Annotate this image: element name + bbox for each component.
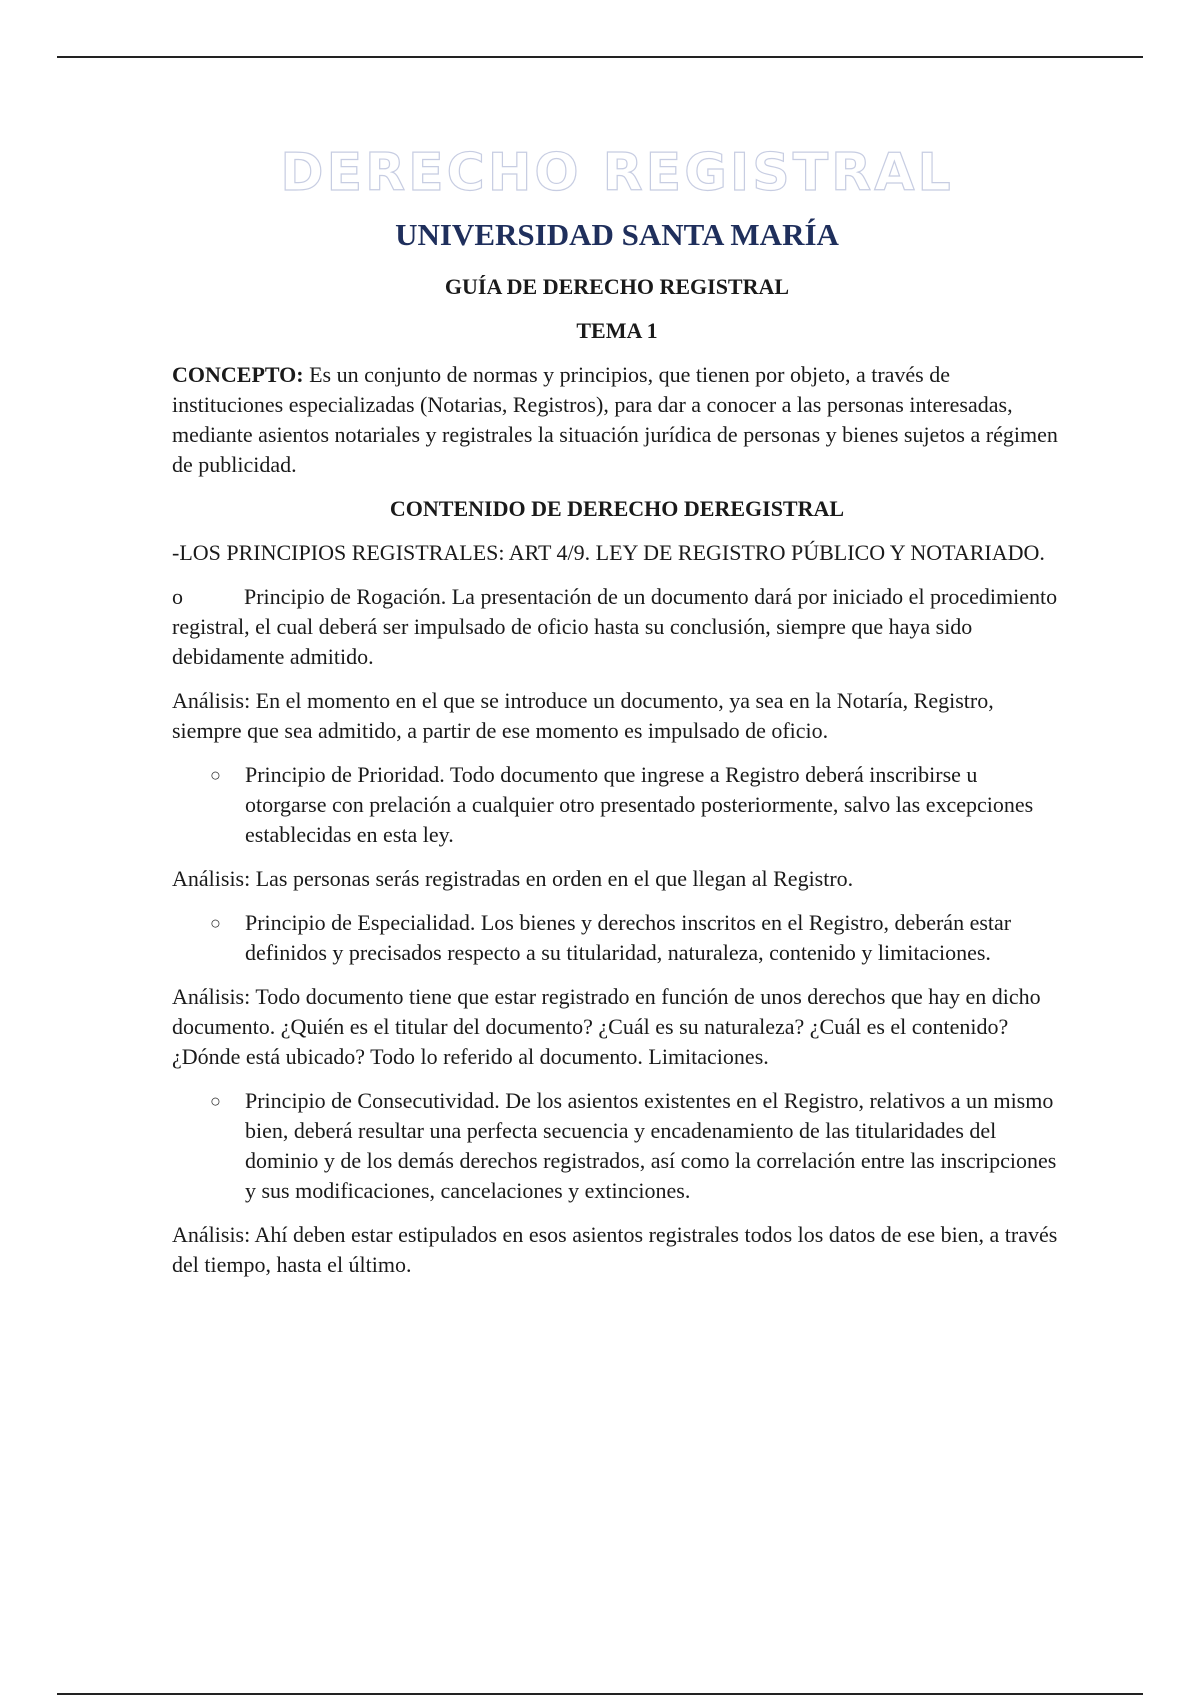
principle-prioridad bbox=[172, 760, 1062, 850]
list-marker: o bbox=[172, 584, 183, 609]
analysis-consecutividad: Análisis: Ahí deben estar estipulados en esos asientos registrales todos los datos de ese bien, a través del tiempo, hasta el último. bbox=[172, 1222, 1058, 1277]
bullet-circle-icon: ○ bbox=[210, 913, 221, 933]
analysis-rogacion: Análisis: En el momento en el que se introduce un documento, ya sea en la Notaría, Registro, siempre que sea admitido, a partir de ese momento es impulsado de oficio. bbox=[172, 688, 994, 743]
concept-text: Es un conjunto de normas y principios, que tienen por objeto, a través de instituciones especializadas (Notarias, Registros), para dar a conocer a las personas interesadas, mediante asientos notariales y registrales la situación jurídica de personas y bienes sujetos a régimen de publicidad. bbox=[172, 362, 1058, 477]
principle-rogacion-text: Principio de Rogación. La presentación de un documento dará por iniciado el procedimiento registral, el cual deberá ser impulsado de oficio hasta su conclusión, siempre que haya sido debidamente admitido. bbox=[172, 584, 1058, 669]
principle-especialidad bbox=[172, 908, 1062, 968]
section-title: CONTENIDO DE DERECHO DEREGISTRAL bbox=[389, 496, 845, 521]
watermark-title: DERECHO REGISTRAL bbox=[280, 143, 954, 203]
principle-prioridad-text: Principio de Prioridad. Todo documento que ingrese a Registro deberá inscribirse u otorgarse con prelación a cualquier otro presentado posteriormente, salvo las excepciones establecidas en esta ley. bbox=[245, 762, 1034, 847]
university-name: UNIVERSIDAD SANTA MARÍA bbox=[395, 217, 839, 252]
topic-title: TEMA 1 bbox=[576, 318, 658, 343]
principle-especialidad-text: Principio de Especialidad. Los bienes y derechos inscritos en el Registro, deberán estar definidos y precisados respecto a su titularidad, naturaleza, contenido y limitaciones. bbox=[245, 910, 1012, 965]
concept-label: CONCEPTO: bbox=[172, 362, 304, 387]
principle-consecutividad bbox=[172, 1086, 1062, 1206]
analysis-prioridad: Análisis: Las personas serás registradas en orden en el que llegan al Registro. bbox=[172, 866, 854, 891]
analysis-especialidad: Análisis: Todo documento tiene que estar registrado en función de unos derechos que hay en dicho documento. ¿Quién es el titular del documento? ¿Cuál es su naturaleza? ¿Cuál es el contenido? ¿Dónde está ubicado? Todo lo referido al documento. Limitaciones. bbox=[172, 984, 1041, 1069]
principle-rogacion bbox=[172, 582, 1062, 672]
concept-paragraph bbox=[172, 360, 1062, 480]
document-page bbox=[172, 140, 1062, 1294]
principles-heading: -LOS PRINCIPIOS REGISTRALES: ART 4/9. LEY DE REGISTRO PÚBLICO Y NOTARIADO. bbox=[172, 540, 1045, 565]
bottom-rule bbox=[57, 1693, 1143, 1695]
bullet-circle-icon: ○ bbox=[210, 765, 221, 785]
guide-title: GUÍA DE DERECHO REGISTRAL bbox=[444, 274, 790, 299]
principle-consecutividad-text: Principio de Consecutividad. De los asientos existentes en el Registro, relativos a un mismo bien, deberá resultar una perfecta secuencia y encadenamiento de las titularidades del dominio y de los demás derechos registrados, así como la correlación entre las inscripciones y sus modificaciones, cancelaciones y extinciones. bbox=[245, 1088, 1057, 1203]
top-rule bbox=[57, 56, 1143, 58]
bullet-circle-icon: ○ bbox=[210, 1091, 221, 1111]
